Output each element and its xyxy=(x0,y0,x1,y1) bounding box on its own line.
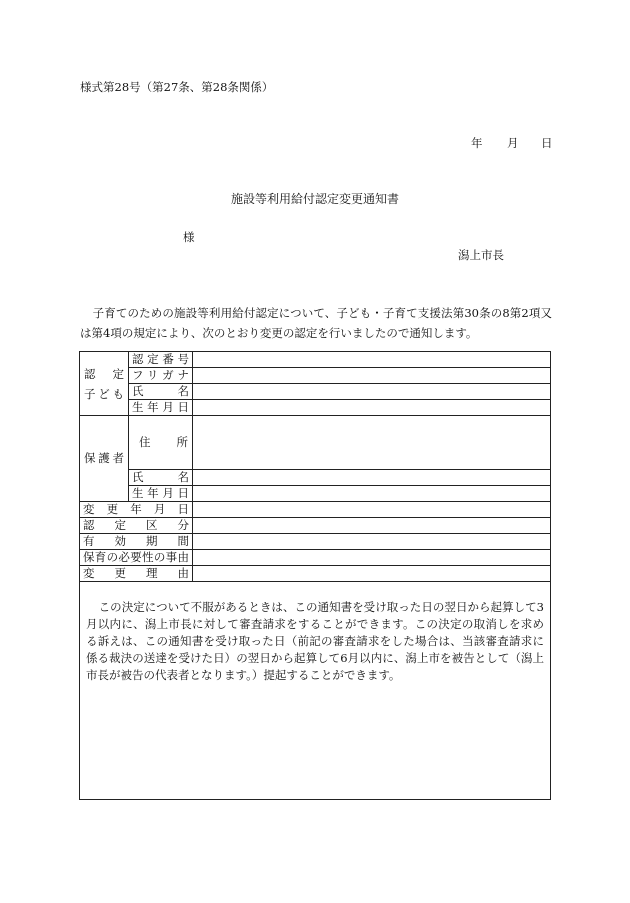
child-furigana-value xyxy=(193,368,551,384)
cert-category-label: 認定区分 xyxy=(80,518,193,534)
guardian-birthdate-label: 生年月日 xyxy=(129,486,193,502)
validity-period-label: 有効期間 xyxy=(80,534,193,550)
childcare-need-reason-label: 保育の必要性の事由 xyxy=(80,550,193,566)
addressee-suffix: 様 xyxy=(183,230,195,244)
document-title: 施設等利用給付認定変更通知書 xyxy=(230,192,399,206)
notification-body: 子育てのための施設等利用給付認定について、子ども・子育て支援法第30条の8第2項又は第4項の規定により、次のとおり変更の認定を行いましたので通知します。 xyxy=(80,306,552,340)
table-row xyxy=(80,384,551,400)
child-cert-number-value xyxy=(193,352,551,368)
guardian-name-label: 氏 名 xyxy=(129,470,193,486)
child-name-label: 氏 名 xyxy=(129,384,193,400)
child-cert-number-label: 認定番号 xyxy=(129,352,193,368)
childcare-need-reason-value xyxy=(193,550,551,566)
table-row xyxy=(80,518,551,534)
guardian-address-label: 住 所 xyxy=(129,416,193,470)
child-group-label: 認 定 子ども xyxy=(80,352,129,416)
appeal-notice-text: この決定について不服があるときは、この通知書を受け取った日の翌日から起算して3月以内に、潟上市長に対して審査請求をすることができます。この決定の取消しを求める訴えは、この通知書を受け取った日（前記の審査請求をした場合は、当該審査請求に係る裁決の送達を受けた日）の翌日から起算して6月以内に、潟上市を被告として（潟上市長が被告の代表者となります。）提起することができます。 xyxy=(86,600,544,682)
form-number: 様式第28号（第27条、第28条関係） xyxy=(80,80,274,94)
validity-period-value xyxy=(193,534,551,550)
guardian-birthdate-value xyxy=(193,486,551,502)
guardian-address-value xyxy=(193,416,551,470)
table-row xyxy=(80,368,551,384)
certification-table xyxy=(79,351,551,582)
guardian-name-value xyxy=(193,470,551,486)
date-year-label: 年 xyxy=(471,136,483,150)
table-row xyxy=(80,400,551,416)
change-date-value xyxy=(193,502,551,518)
guardian-group-label: 保護者 xyxy=(80,416,129,502)
date-month-label: 月 xyxy=(507,136,519,150)
child-furigana-label: フリガナ xyxy=(129,368,193,384)
child-name-value xyxy=(193,384,551,400)
cert-category-value xyxy=(193,518,551,534)
date-day-label: 日 xyxy=(541,136,553,150)
change-reason-label: 変更理由 xyxy=(80,566,193,582)
table-row xyxy=(80,416,551,470)
issuer-name: 潟上市長 xyxy=(458,248,504,262)
table-row xyxy=(80,550,551,566)
change-date-label: 変更年月日 xyxy=(80,502,193,518)
table-row xyxy=(80,502,551,518)
table-row xyxy=(80,470,551,486)
table-row xyxy=(80,352,551,368)
child-birthdate-label: 生年月日 xyxy=(129,400,193,416)
child-birthdate-value xyxy=(193,400,551,416)
table-row xyxy=(80,486,551,502)
table-row xyxy=(80,534,551,550)
